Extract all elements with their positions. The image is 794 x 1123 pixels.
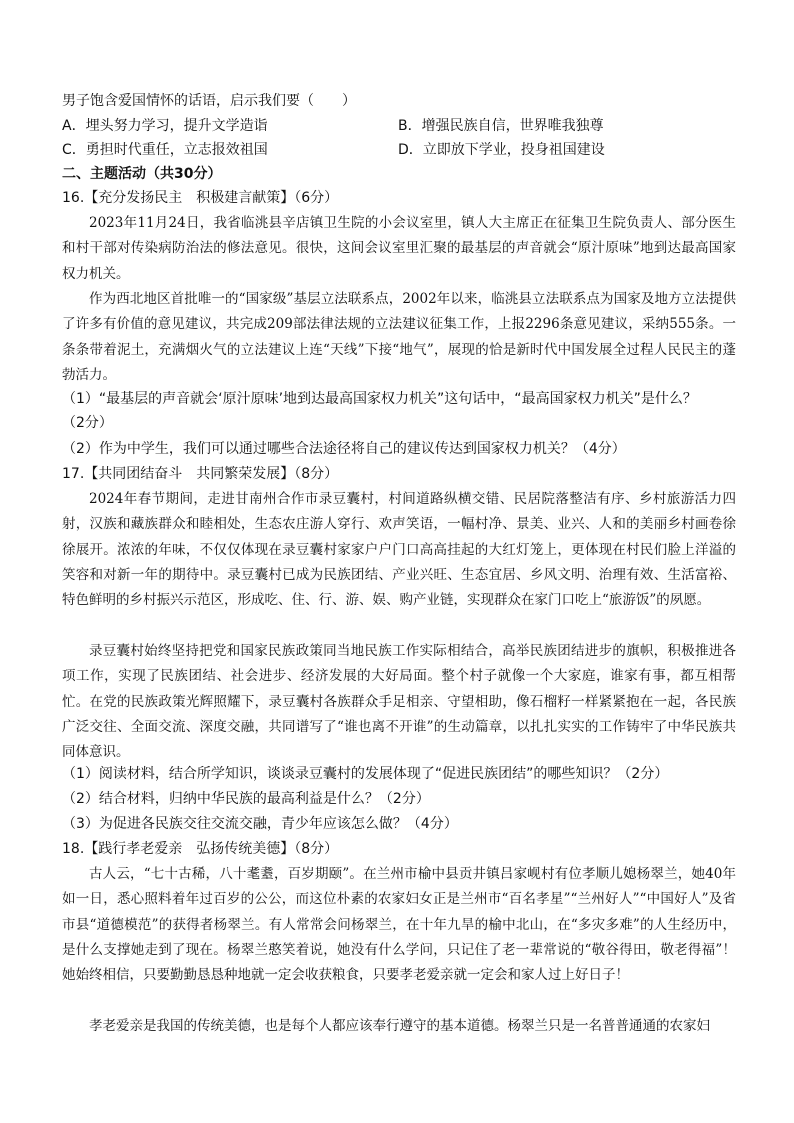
q17-question-2: （2）结合材料，归纳中华民族的最高利益是什么？（2分） — [62, 791, 430, 807]
q16-material-paragraph-2: 作为西北地区首批唯一的“国家级”基层立法联系点，2002年以来，临洮县立法联系点为国家及地方立法提供了许多有价值的意见建议，共完成209部法律法规的立法建议征集工作，上报2296条意见建议，采纳555条。一条条带着泥土，充满烟火气的立法建议上连“天线”下接“地气”，展现的恰是新时代中国发展全过程人民民主的蓬勃活力。 — [62, 291, 736, 383]
q15-option-b: B．增强民族自信，世界唯我独尊 — [398, 118, 604, 134]
q17-title: 17.【共同团结奋斗 共同繁荣发展】（8分） — [62, 466, 339, 482]
q17-question-1: （1）阅读材料，结合所学知识，谈谈录豆囊村的发展体现了“促进民族团结”的哪些知识？（2分） — [62, 766, 669, 782]
q17-material-paragraph-1: 2024年春节期间，走进甘南州合作市录豆囊村，村间道路纵横交错、民居院落整洁有序、乡村旅游活力四射，汉族和藏族群众和睦相处，生态农庄游人穿行、欢声笑语，一幅村净、景美、业兴、人和的美丽乡村画卷徐徐展开。浓浓的年味，不仅仅体现在录豆囊村家家户户门口高高挂起的大红灯笼上，更体现在村民们脸上洋溢的笑容和对新一年的期待中。录豆囊村已成为民族团结、产业兴旺、生态宜居、乡风文明、治理有效、生活富裕、特色鲜明的乡村振兴示范区，形成吃、住、行、游、娱、购产业链，实现群众在家门口吃上“旅游饭”的夙愿。 — [62, 491, 736, 609]
q18-title: 18.【践行孝老爱亲 弘扬传统美德】（8分） — [62, 841, 339, 857]
section-title: 二、主题活动（共30分） — [62, 166, 222, 182]
q15-option-c: C．勇担时代重任，立志报效祖国 — [62, 142, 268, 158]
q16-question-2: （2）作为中学生，我们可以通过哪些合法途径将自己的建议传达到国家权力机关？（4分） — [62, 441, 626, 457]
q17-question-3: （3）为促进各民族交往交流交融，青少年应该怎么做？（4分） — [62, 816, 458, 832]
q15-stem-tail: 男子饱含爱国情怀的话语，启示我们要（ ） — [62, 93, 356, 109]
q18-material-paragraph-2: 孝老爱亲是我国的传统美德，也是每个人都应该奉行遵守的基本道德。杨翠兰只是一名普普通通的农家妇 — [89, 1018, 710, 1034]
q16-material-paragraph-1: 2023年11月24日，我省临洮县辛店镇卫生院的小会议室里，镇人大主席正在征集卫生院负责人、部分医生和村干部对传染病防治法的修法意见。很快，这间会议室里汇聚的最基层的声音就会“原汁原味”地到达最高国家权力机关。 — [62, 215, 736, 282]
q15-option-d: D．立即放下学业，投身祖国建设 — [398, 142, 605, 158]
q17-material-paragraph-2: 录豆囊村始终坚持把党和国家民族政策同当地民族工作实际相结合，高举民族团结进步的旗帜，积极推进各项工作，实现了民族团结、社会进步、经济发展的大好局面。整个村子就像一个大家庭，谁家有事，都互相帮忙。在党的民族政策光辉照耀下，录豆囊村各族群众手足相亲、守望相助，像石榴籽一样紧紧抱在一起，各民族广泛交往、全面交流、深度交融，共同谱写了“谁也离不开谁”的生动篇章，以扎扎实实的工作铸牢了中华民族共同体意识。 — [62, 643, 736, 761]
q16-title: 16.【充分发扬民主 积极建言献策】（6分） — [62, 190, 339, 206]
q16-question-1: （1）“最基层的声音就会‘原汁原味’地到达最高国家权力机关”这句话中，“最高国家权力机关”是什么？ — [62, 391, 697, 407]
q16-question-1-score: （2分） — [62, 415, 113, 431]
q15-option-a: A．埋头努力学习，提升文学造诣 — [62, 118, 268, 134]
q18-material-paragraph-1: 古人云，“七十古稀，八十耄耋，百岁期颐”。在兰州市榆中县贡井镇吕家岘村有位孝顺儿媳杨翠兰，她40年如一日，悉心照料着年过百岁的公公，而这位朴素的农家妇女正是兰州市“百名孝星”“兰州好人”“中国好人”及省市县“道德模范”的获得者杨翠兰。有人常常会问杨翠兰，在十年九旱的榆中北山，在“多灾多难”的人生经历中，是什么支撑她走到了现在。杨翠兰憨笑着说，她没有什么学问，只记住了老一辈常说的“敬谷得田，敬老得福”！她始终相信，只要勤勤恳恳种地就一定会收获粮食，只要孝老爱亲就一定会和家人过上好日子！ — [62, 866, 736, 984]
